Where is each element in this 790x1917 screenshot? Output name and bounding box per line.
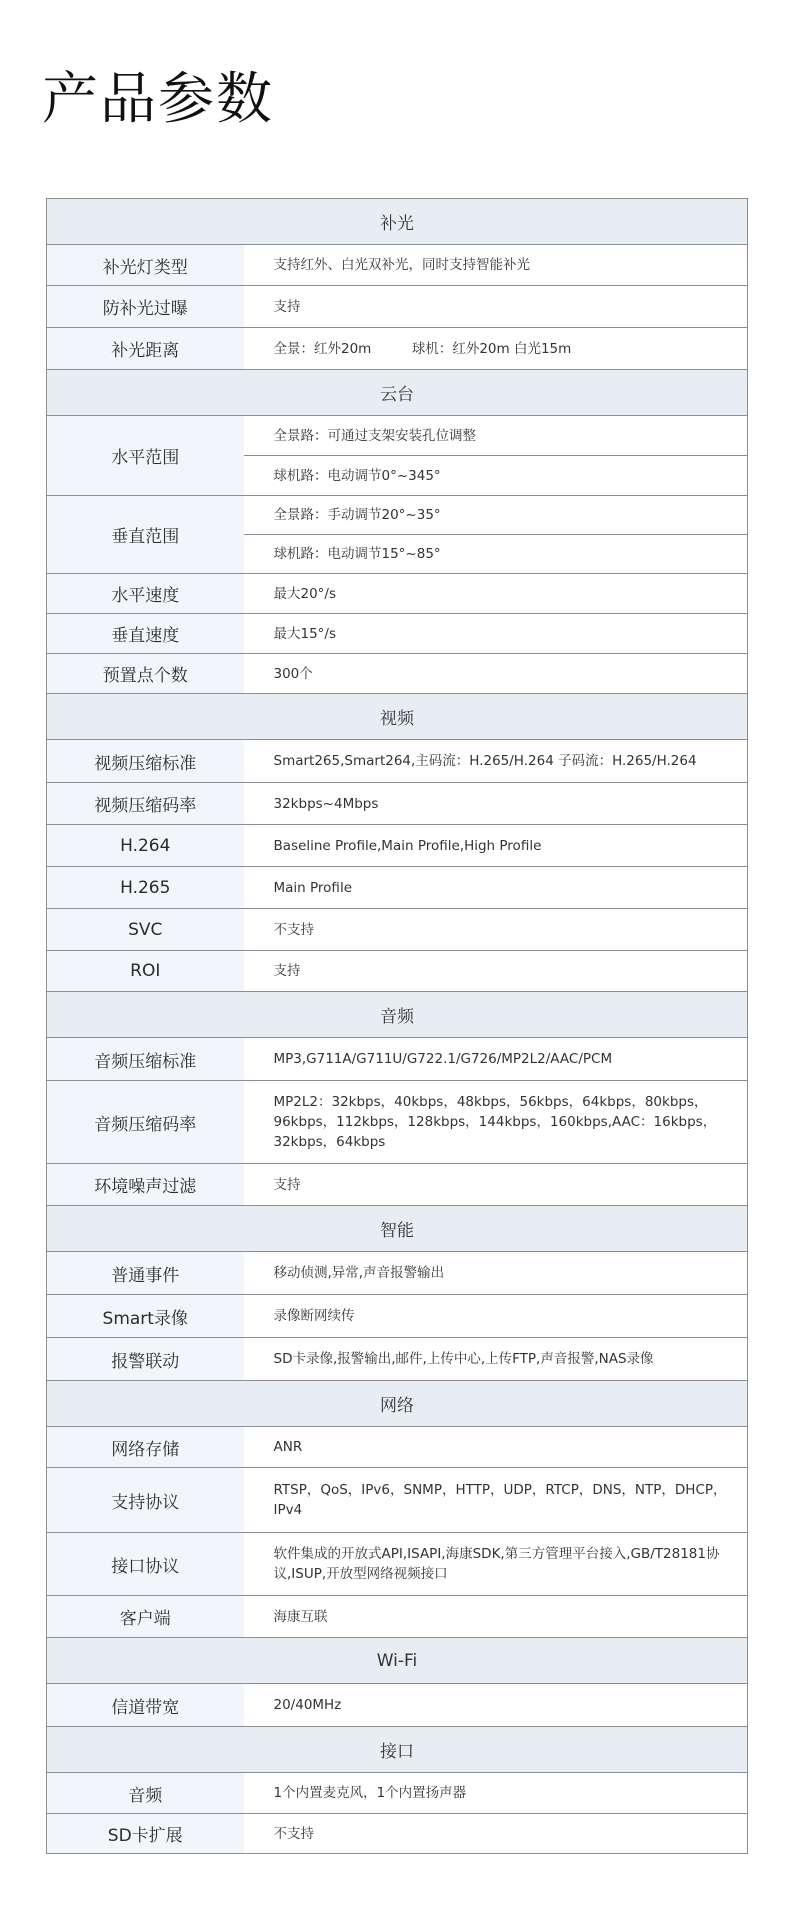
spec-label: 视频压缩码率 [47, 783, 244, 825]
spec-value: 支持红外、白光双补光，同时支持智能补光 [244, 245, 748, 286]
table-row [47, 951, 748, 992]
spec-label: 报警联动 [47, 1338, 244, 1381]
spec-label: 客户端 [47, 1596, 244, 1638]
table-row [47, 1773, 748, 1814]
table-row [47, 1427, 748, 1468]
table-row [47, 1533, 748, 1596]
section-title: 接口 [47, 1727, 748, 1773]
spec-value: 球机路：电动调节0°~345° [244, 456, 748, 496]
spec-value: 全景：红外20m 球机：红外20m 白光15m [244, 328, 748, 370]
section-title: 补光 [47, 199, 748, 245]
spec-value: 支持 [244, 286, 748, 328]
spec-value: Smart265,Smart264,主码流：H.265/H.264 子码流：H.265/H.264 [244, 740, 748, 783]
spec-value: ANR [244, 1427, 748, 1468]
spec-label: 补光距离 [47, 328, 244, 370]
spec-value: 移动侦测,异常,声音报警输出 [244, 1252, 748, 1295]
spec-value: 海康互联 [244, 1596, 748, 1638]
table-row [47, 1081, 748, 1164]
table-row [47, 574, 748, 614]
section-header [47, 1727, 748, 1773]
table-row [47, 1596, 748, 1638]
section-title: 网络 [47, 1381, 748, 1427]
table-row [47, 286, 748, 328]
table-row [47, 654, 748, 694]
table-row [47, 1038, 748, 1081]
spec-label: 音频 [47, 1773, 244, 1814]
spec-label: 预置点个数 [47, 654, 244, 694]
table-row [47, 909, 748, 951]
spec-value: 软件集成的开放式API,ISAPI,海康SDK,第三方管理平台接入,GB/T28181协议,ISUP,开放型网络视频接口 [244, 1533, 748, 1596]
spec-value: Baseline Profile,Main Profile,High Profile [244, 825, 748, 867]
spec-value: 支持 [244, 951, 748, 992]
spec-value: 支持 [244, 1164, 748, 1206]
spec-label: H.264 [47, 825, 244, 867]
spec-table [46, 198, 748, 1854]
section-title: 智能 [47, 1206, 748, 1252]
table-row [47, 1468, 748, 1533]
spec-value: 全景路：可通过支架安装孔位调整 [244, 416, 748, 456]
spec-label: 补光灯类型 [47, 245, 244, 286]
spec-value: 20/40MHz [244, 1684, 748, 1727]
table-row [47, 1295, 748, 1338]
spec-label: 接口协议 [47, 1533, 244, 1596]
table-row [47, 416, 748, 456]
spec-label: SD卡扩展 [47, 1814, 244, 1854]
spec-value: 最大20°/s [244, 574, 748, 614]
table-row [47, 496, 748, 535]
table-row [47, 245, 748, 286]
spec-label: 防补光过曝 [47, 286, 244, 328]
table-row [47, 740, 748, 783]
spec-label: 垂直范围 [47, 496, 244, 574]
section-header [47, 1638, 748, 1684]
section-header [47, 1381, 748, 1427]
spec-value: 不支持 [244, 909, 748, 951]
spec-label: 支持协议 [47, 1468, 244, 1533]
spec-label: 网络存储 [47, 1427, 244, 1468]
section-header [47, 694, 748, 740]
table-row [47, 614, 748, 654]
spec-label: ROI [47, 951, 244, 992]
spec-value: 不支持 [244, 1814, 748, 1854]
page-title: 产品参数 [42, 67, 274, 132]
spec-value: 球机路：电动调节15°~85° [244, 535, 748, 574]
table-row [47, 825, 748, 867]
spec-value: 32kbps~4Mbps [244, 783, 748, 825]
table-row [47, 1252, 748, 1295]
section-header [47, 1206, 748, 1252]
spec-label: 垂直速度 [47, 614, 244, 654]
spec-value: 全景路：手动调节20°~35° [244, 496, 748, 535]
section-title: 视频 [47, 694, 748, 740]
table-row [47, 783, 748, 825]
section-header [47, 992, 748, 1038]
spec-label: 音频压缩标准 [47, 1038, 244, 1081]
section-header [47, 199, 748, 245]
section-title: 云台 [47, 370, 748, 416]
spec-value: 录像断网续传 [244, 1295, 748, 1338]
spec-value: RTSP，QoS，IPv6，SNMP，HTTP，UDP，RTCP，DNS，NTP，DHCP，IPv4 [244, 1468, 748, 1533]
spec-label: 视频压缩标准 [47, 740, 244, 783]
spec-label: 环境噪声过滤 [47, 1164, 244, 1206]
section-title: Wi-Fi [47, 1638, 748, 1684]
spec-value: SD卡录像,报警输出,邮件,上传中心,上传FTP,声音报警,NAS录像 [244, 1338, 748, 1381]
spec-label: SVC [47, 909, 244, 951]
spec-label: 普通事件 [47, 1252, 244, 1295]
table-row [47, 1164, 748, 1206]
spec-value: MP2L2：32kbps，40kbps，48kbps，56kbps，64kbps，80kbps，96kbps，112kbps，128kbps，144kbps，160kbps,AAC：16kbps，32kbps，64kbps [244, 1081, 748, 1164]
spec-label: 水平范围 [47, 416, 244, 496]
spec-value: MP3,G711A/G711U/G722.1/G726/MP2L2/AAC/PCM [244, 1038, 748, 1081]
spec-value: 1个内置麦克风，1个内置扬声器 [244, 1773, 748, 1814]
spec-value: 300个 [244, 654, 748, 694]
spec-value: Main Profile [244, 867, 748, 909]
section-header [47, 370, 748, 416]
spec-label: 信道带宽 [47, 1684, 244, 1727]
section-title: 音频 [47, 992, 748, 1038]
table-row [47, 867, 748, 909]
spec-label: Smart录像 [47, 1295, 244, 1338]
table-row [47, 328, 748, 370]
table-row [47, 1338, 748, 1381]
spec-value: 最大15°/s [244, 614, 748, 654]
spec-label: H.265 [47, 867, 244, 909]
spec-label: 水平速度 [47, 574, 244, 614]
spec-label: 音频压缩码率 [47, 1081, 244, 1164]
table-row [47, 1814, 748, 1854]
table-row [47, 1684, 748, 1727]
